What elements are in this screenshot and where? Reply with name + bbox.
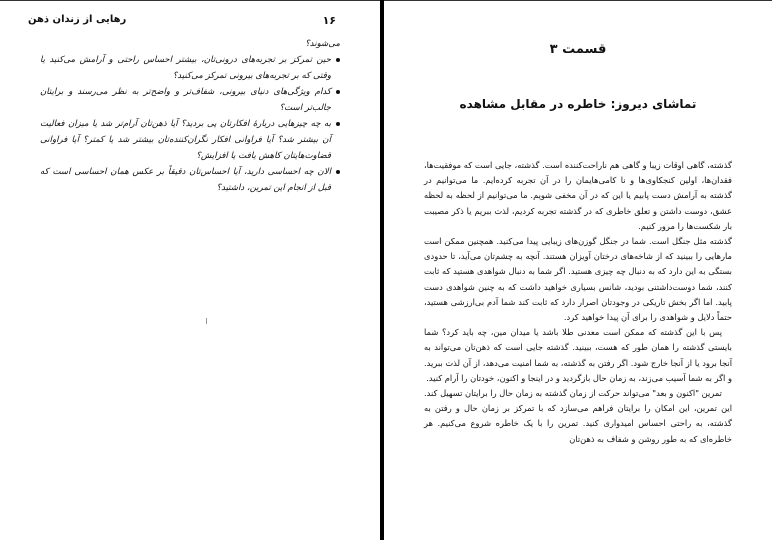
question-item — [40, 164, 340, 196]
bullet-dot-icon — [336, 122, 340, 126]
question-text: الان چه احساسی دارید، آیا احساس‌تان دقیقاً بر عکس همان احساسی است که قبل از انجام این تمرین، داشتید؟ — [40, 167, 331, 193]
body-paragraph: پس با این گذشته که ممکن است معدنی طلا باشد یا میدان مین، چه باید کرد؟ شما بایستی گذشته را همان طور که هست، ببینید. گذشته جایی است که ذهن‌تان می‌تواند به آنجا برود یا از آنجا خارج شود. اگر رفتن به گذشته، به شما امنیت می‌دهد، از آن لذت ببرید. و اگر به شما آسیب می‌زند، به زمان حال بازگردید و در اینجا و اکنون، خودتان را آرام کنید. — [424, 327, 732, 383]
question-text: حین تمرکز بر تجربه‌های درونی‌تان، بیشتر احساس راحتی و آرامش می‌کنید یا وقتی که بر تجربه‌های بیرونی تمرکز می‌کنید؟ — [40, 55, 331, 81]
continued-fragment: می‌شوند؟ — [305, 39, 340, 49]
running-head: رهایی از زندان ذهن — [28, 14, 127, 25]
scan-mark — [206, 318, 207, 324]
right-page — [384, 0, 772, 540]
chapter-body — [424, 158, 732, 447]
question-text: کدام ویژگی‌های دنیای بیرونی، شفاف‌تر و واضح‌تر به نظر می‌رسند و برایتان جالب‌تر است؟ — [40, 87, 331, 113]
reflection-questions — [40, 36, 340, 196]
page-top-edge — [384, 0, 772, 1]
chapter-title: تماشای دیروز: خاطره در مقابل مشاهده — [459, 97, 697, 111]
body-paragraph: تمرین "اکنون و بعد" می‌تواند حرکت از زمان گذشته به زمان حال را برایتان تسهیل کند. این تمرین، این امکان را برایتان فراهم می‌سازد که با تمرکز بر زمان حال و رفتن به گذشته، به راحتی احساس امیدواری کنید. تمرین را با یک خاطره شروع می‌کنیم. هر خاطره‌ای که به طور روشن و شفاف به ذهن‌تان — [424, 388, 732, 444]
bullet-dot-icon — [336, 170, 340, 174]
question-item — [40, 52, 340, 84]
body-paragraph: گذشته، گاهی اوقات زیبا و گاهی هم ناراحت‌کننده است. گذشته، جایی است که موفقیت‌ها، فقدان‌ها، اولین کنجکاوی‌ها و نا کامی‌هایمان را در آن تجربه کرده‌ایم. ما می‌توانیم در گذشته به آرامش دست پابیم یا این که در آن مخفی شویم. ما می‌توانیم از لحظه به لحظه عشق، دوست داشتن و تعلق خاطری که در گذشته تجربه کردیم، لذت ببریم یا ذکر مصیبت بار شکست‌ها را مرور کنیم. — [424, 160, 732, 231]
body-paragraph: گذشته مثل جنگل است. شما در جنگل گوزن‌های زیبایی پیدا می‌کنید. همچنین ممکن است مارهایی را ببینید که از شاخه‌های درختان آویزان هستند. آنچه به چشم‌تان می‌آید، تا حدودی بستگی به این دارد که به دنبال چه چیزی هستید. اگر شما به دنبال شواهدی هستید که ثابت کنند، شما دوست‌داشتنی بودید، شانس بسیاری خواهید داشت که به چنین شواهدی دست پابید. اما اگر بخش تاریکی در وجودتان اصرار دارد که ثابت کند شما آدم بی‌ارزشی هستید، حتماً دلایل و شواهدی را برای آن پیدا خواهید کرد. — [424, 236, 732, 323]
left-page — [0, 0, 380, 540]
bullet-dot-icon — [336, 58, 340, 62]
question-text: به چه چیزهایی دربارهٔ افکارتان پی بردید؟ آیا ذهن‌تان آرام‌تر شد یا میزان فعالیت آن بیشتر شد؟ آیا فراوانی افکار نگران‌کننده‌تان بیشتر شد یا کمتر؟ آیا فراوانی قضاوت‌هایتان کاهش یافت یا افزایش؟ — [40, 119, 331, 161]
part-title: قسمت ۳ — [549, 42, 607, 57]
question-item — [40, 116, 340, 164]
page-top-edge — [0, 0, 380, 1]
bullet-dot-icon — [336, 90, 340, 94]
page-number: ۱۶ — [322, 14, 336, 27]
question-item — [40, 84, 340, 116]
